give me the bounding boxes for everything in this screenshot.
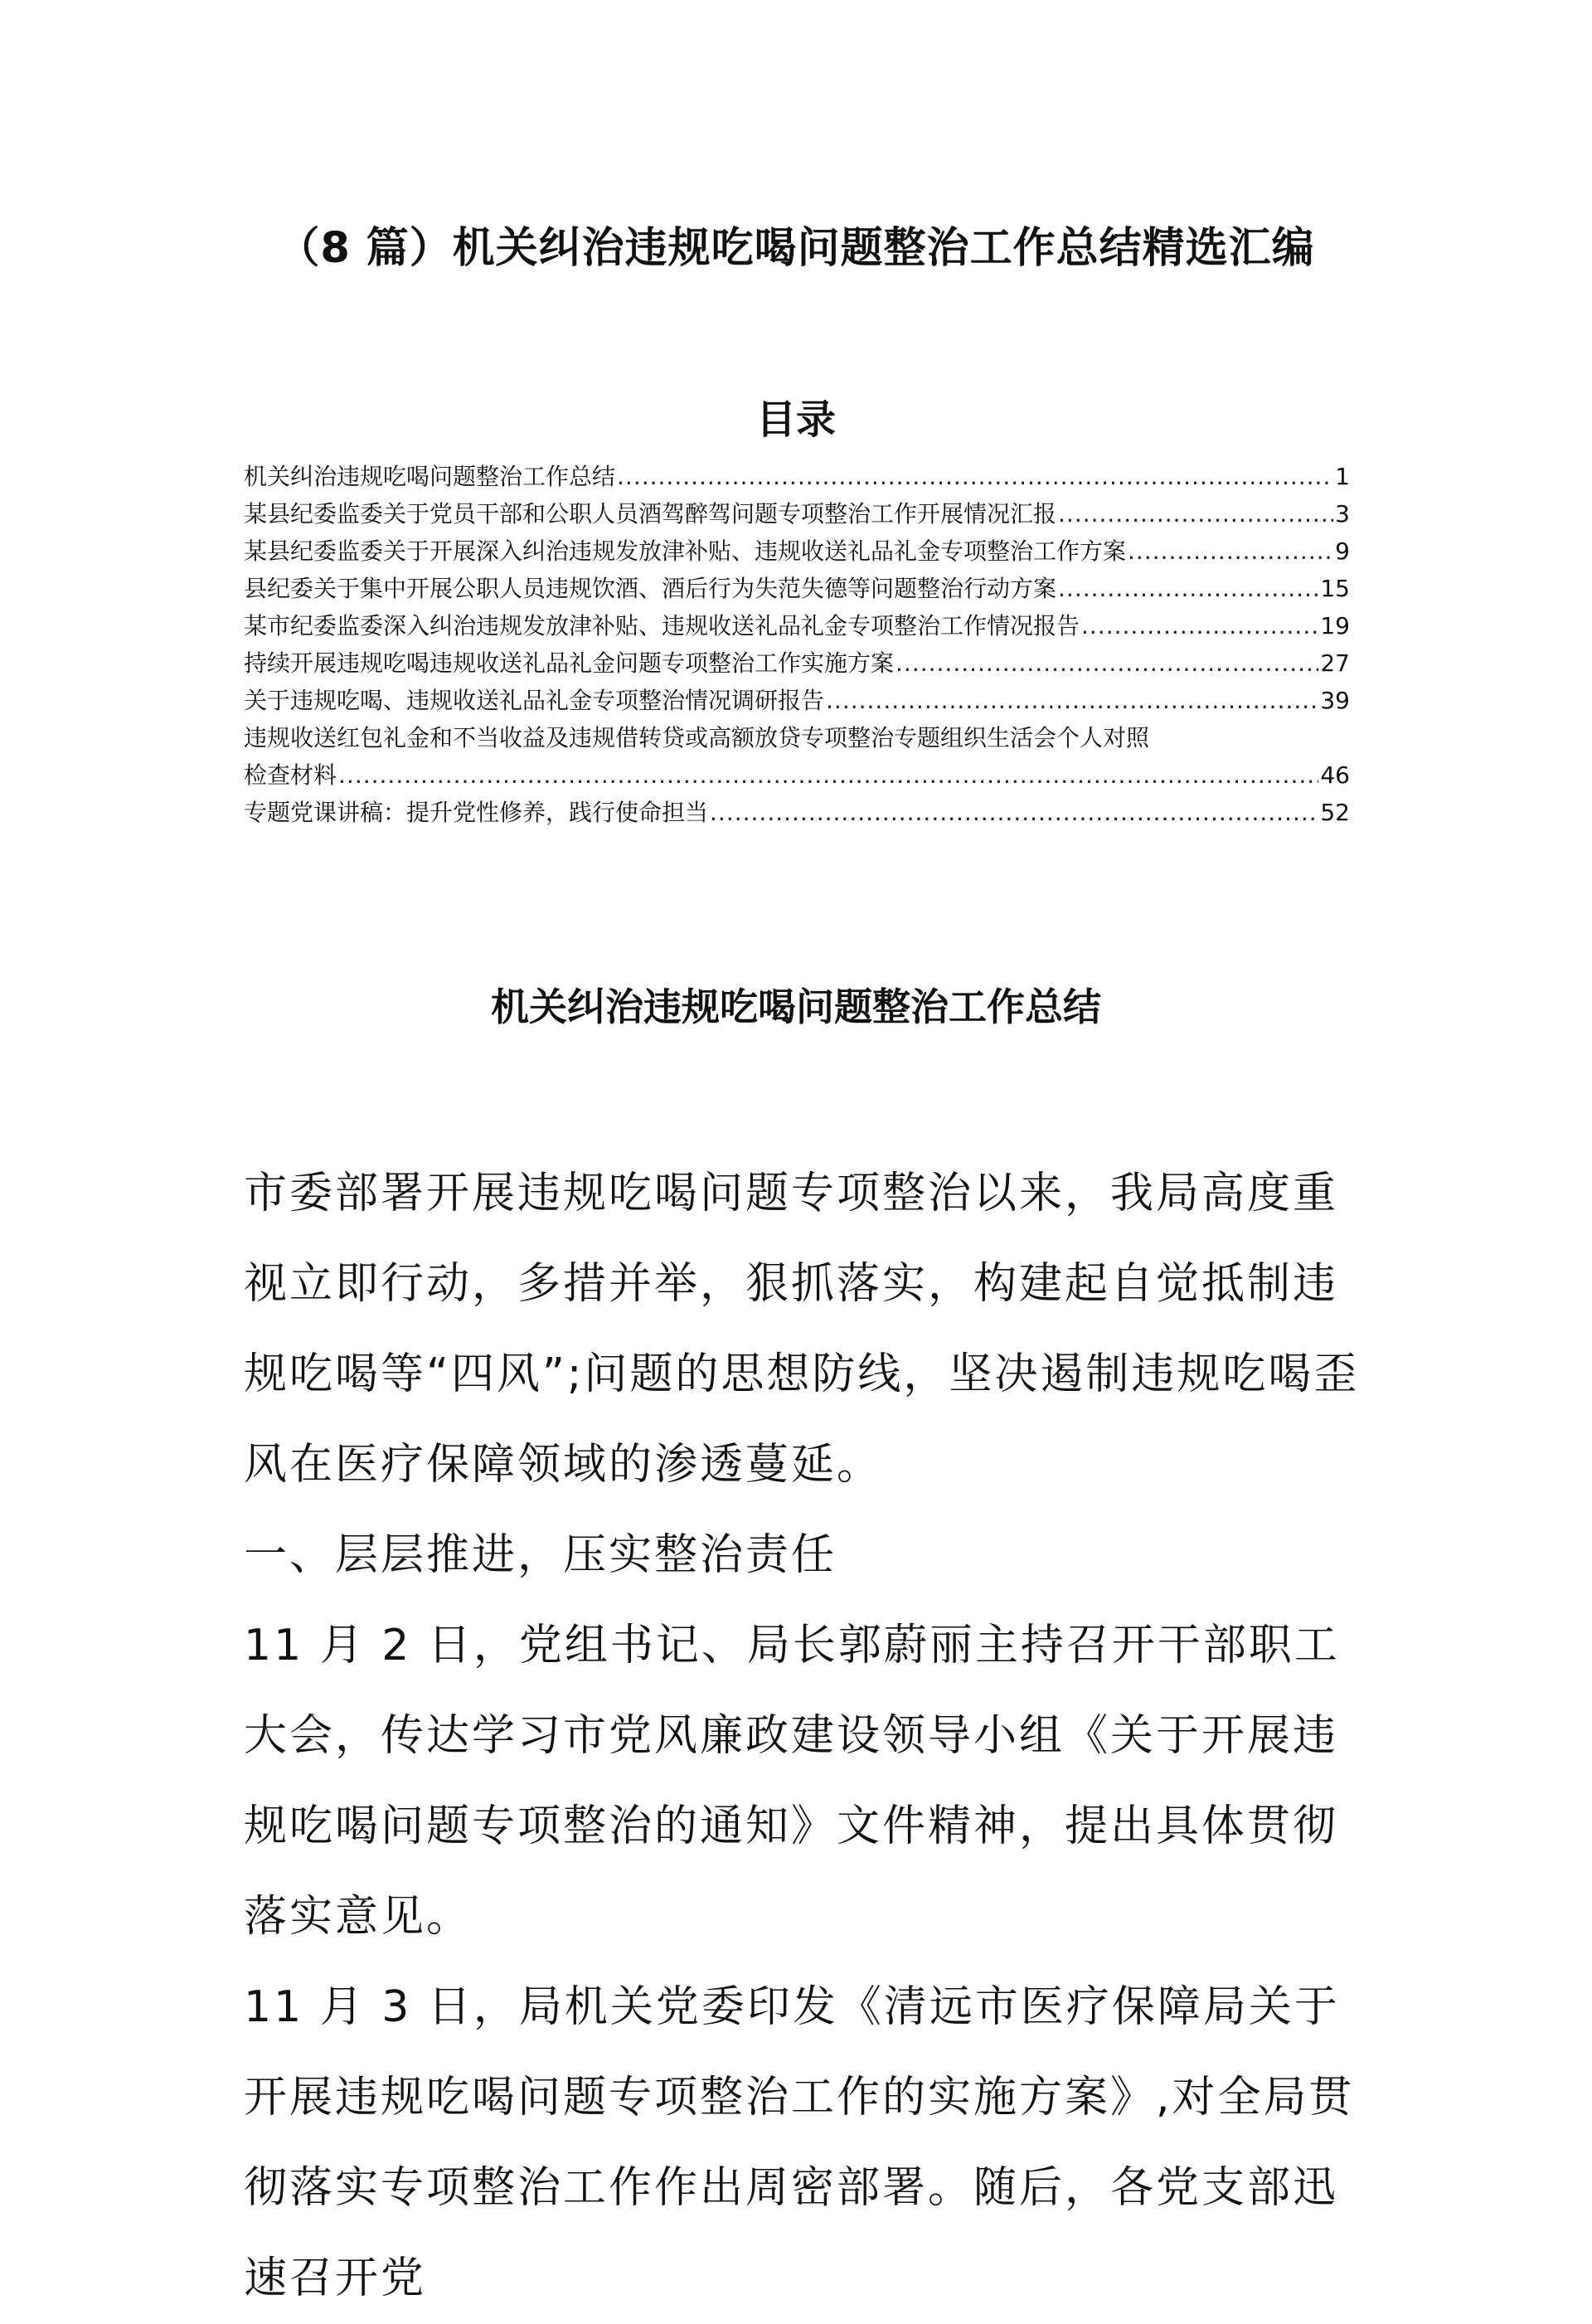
toc-entry-title: 某县纪委监委关于开展深入纠治违规发放津补贴、违规收送礼品礼金专项整治工作方案 xyxy=(244,537,1127,565)
toc-entry[interactable] xyxy=(244,794,1350,831)
toc-leader-dots xyxy=(1128,532,1333,570)
toc-leader-dots xyxy=(710,794,1318,831)
document-main-title: （8 篇）机关纠治违规吃喝问题整治工作总结精选汇编 xyxy=(277,224,1315,273)
paragraph: 11 月 3 日，局机关党委印发《清远市医疗保障局关于开展违规吃喝问题专项整治工作的实施方案》,对全局贯彻落实专项整治工作作出周密部署。随后，各党支部迅速召开党 xyxy=(244,1982,1355,2303)
body-text xyxy=(244,1149,1363,2324)
paragraph: 市委部署开展违规吃喝问题专项整治以来，我局高度重视立即行动，多措并举，狠抓落实，构建起自觉抵制违规吃喝等“四风”;问题的思想防线，坚决遏制违规吃喝歪风在医疗保障领域的渗透蔓延。 xyxy=(244,1169,1360,1490)
toc-entry[interactable] xyxy=(244,719,1350,794)
section-title: 机关纠治违规吃喝问题整治工作总结 xyxy=(491,985,1101,1029)
toc-entry-page: 27 xyxy=(1320,649,1350,677)
toc-leader-dots xyxy=(617,458,1333,495)
toc-entry-page: 39 xyxy=(1320,687,1350,714)
toc-entry-page: 46 xyxy=(1320,761,1350,789)
toc-entry-title: 专题党课讲稿：提升党性修养，践行使命担当 xyxy=(244,799,709,826)
toc-leader-dots xyxy=(1058,570,1318,607)
toc-entry-title: 某县纪委监委关于党员干部和公职人员酒驾醉驾问题专项整治工作开展情况汇报 xyxy=(244,500,1057,528)
toc-entry[interactable] xyxy=(244,607,1350,644)
toc-entry-title-line1: 违规收送红包礼金和不当收益及违规借转贷或高额放贷专项整治专题组织生活会个人对照 xyxy=(244,724,1150,751)
toc-entry-title: 关于违规吃喝、违规收送礼品礼金专项整治情况调研报告 xyxy=(244,687,825,714)
toc-entry-title-line2: 检查材料 xyxy=(244,761,337,789)
toc-entry-title: 持续开展违规吃喝违规收送礼品礼金问题专项整治工作实施方案 xyxy=(244,649,895,677)
toc-heading: 目录 xyxy=(755,396,836,443)
toc-leader-dots xyxy=(338,756,1318,794)
toc-leader-dots xyxy=(1058,495,1333,532)
toc-entry[interactable] xyxy=(244,570,1350,607)
table-of-contents xyxy=(244,458,1350,831)
toc-leader-dots xyxy=(1081,607,1318,644)
toc-entry-page: 19 xyxy=(1320,612,1350,639)
toc-entry-page: 1 xyxy=(1335,463,1350,490)
toc-entry[interactable] xyxy=(244,644,1350,682)
toc-entry-title: 机关纠治违规吃喝问题整治工作总结 xyxy=(244,463,616,490)
toc-entry-page: 3 xyxy=(1335,500,1350,528)
toc-entry-title: 县纪委关于集中开展公职人员违规饮酒、酒后行为失范失德等问题整治行动方案 xyxy=(244,575,1057,602)
toc-entry[interactable] xyxy=(244,458,1350,495)
paragraph-heading: 一、层层推进，压实整治责任 xyxy=(244,1530,837,1580)
toc-entry-page: 52 xyxy=(1320,799,1350,826)
paragraph: 11 月 2 日，党组书记、局长郭蔚丽主持召开干部职工大会，传达学习市党风廉政建设领导小组《关于开展违规吃喝问题专项整治的通知》文件精神，提出具体贯彻落实意见。 xyxy=(244,1621,1340,1942)
toc-leader-dots xyxy=(826,682,1318,719)
toc-entry[interactable] xyxy=(244,682,1350,719)
toc-entry[interactable] xyxy=(244,532,1350,570)
toc-entry-page: 15 xyxy=(1320,575,1350,602)
toc-leader-dots xyxy=(896,644,1318,682)
toc-entry[interactable] xyxy=(244,495,1350,532)
toc-entry-page: 9 xyxy=(1335,537,1350,565)
toc-entry-title: 某市纪委监委深入纠治违规发放津补贴、违规收送礼品礼金专项整治工作情况报告 xyxy=(244,612,1080,639)
